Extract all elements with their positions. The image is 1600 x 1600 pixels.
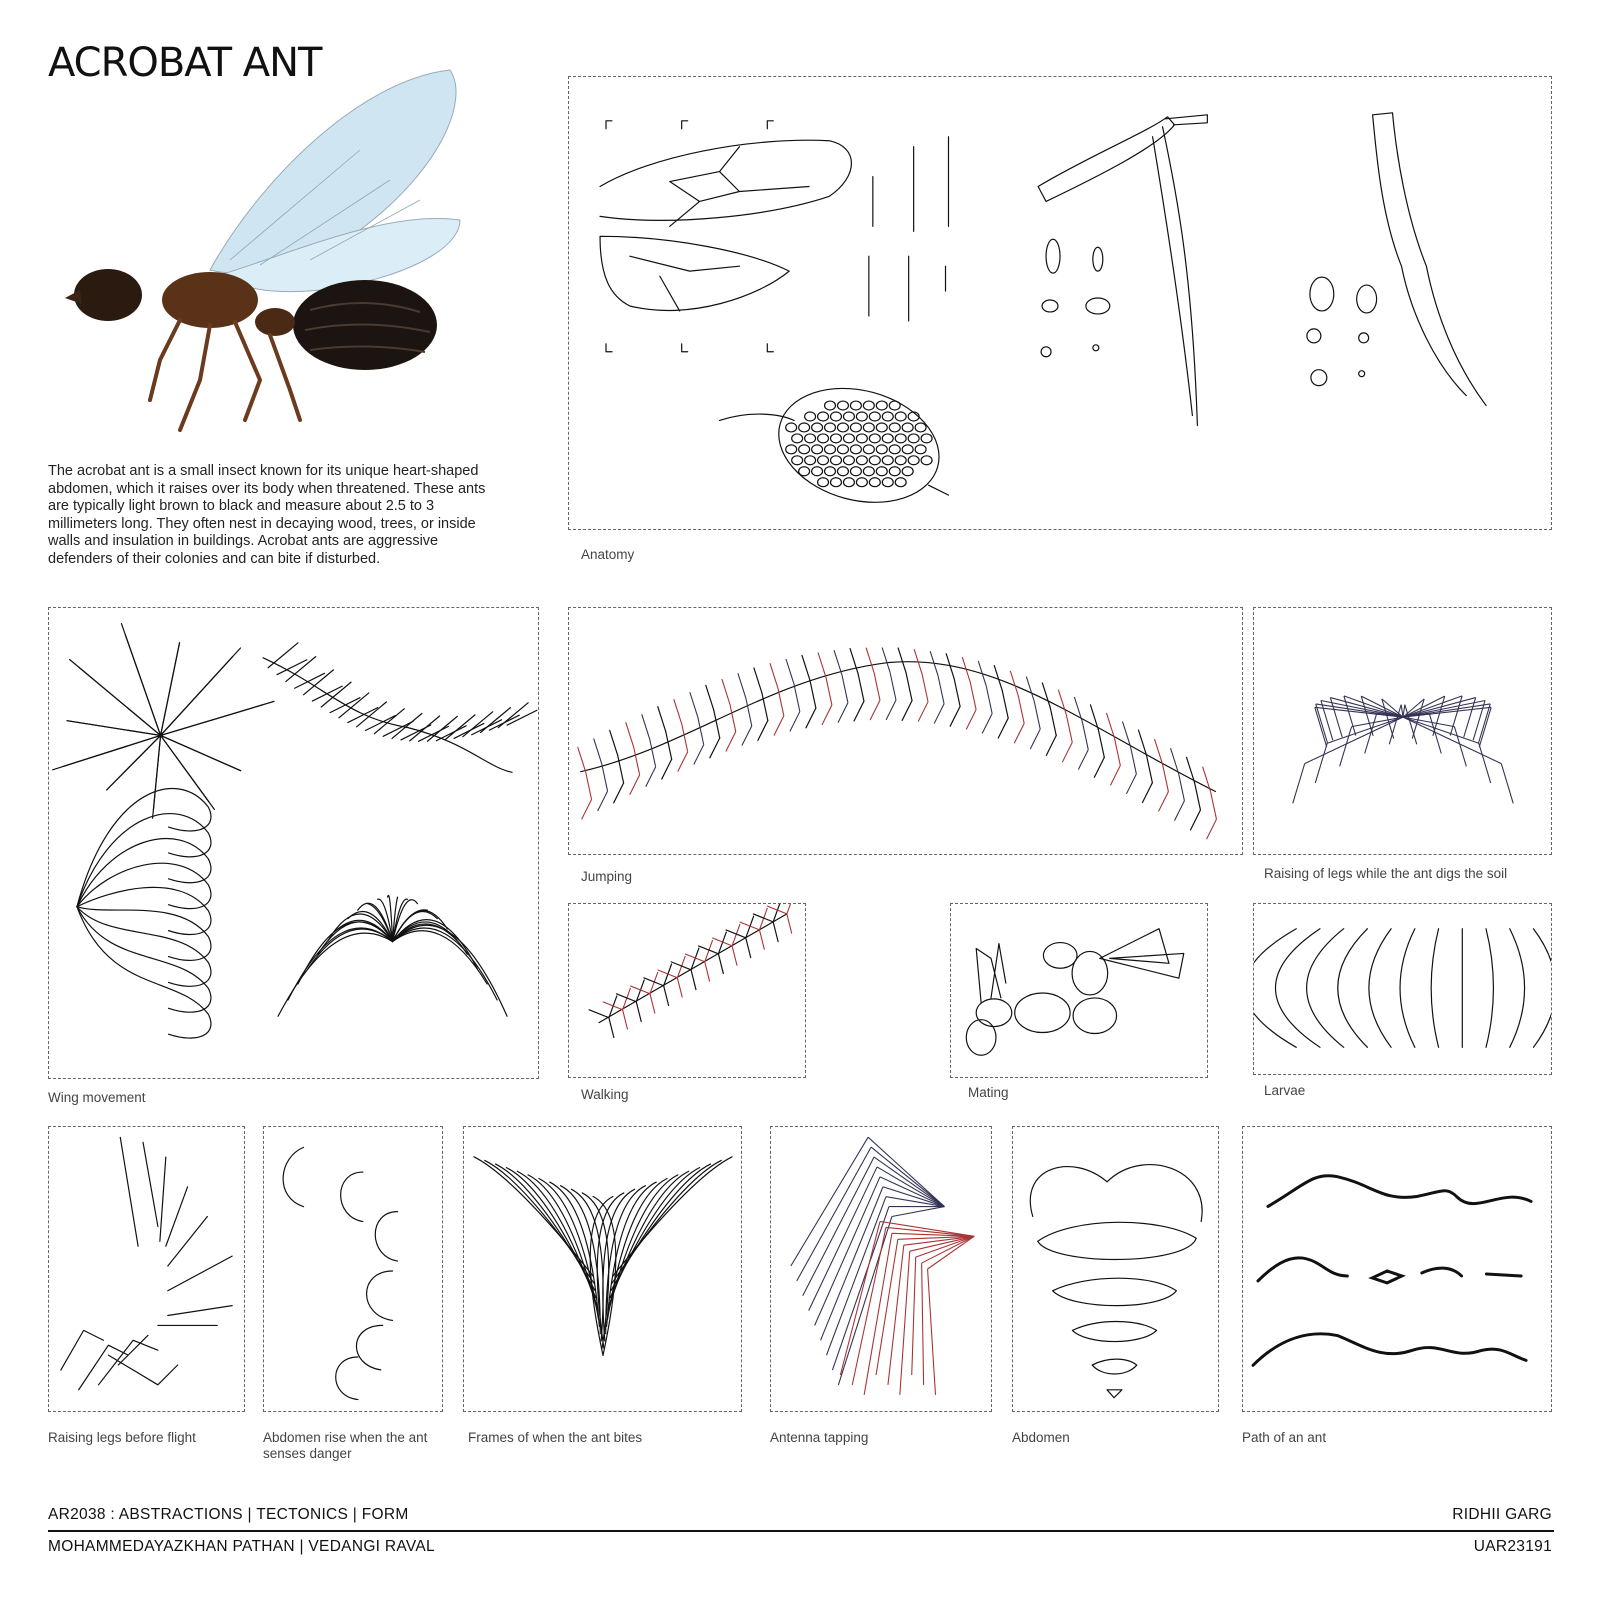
description-text: The acrobat ant is a small insect known for its unique heart-shaped abdomen, which it raises over its body when threatened. These ants are typically light brown to black and measure about 2.5 to 3 millimeters long. They often nest in decaying wood, trees, or inside walls and insulation in buildings. Acrobat ants are aggressive defenders of their colonies and can bite if disturbed. xyxy=(48,463,486,567)
caption-abdomen: Abdomen xyxy=(1012,1430,1070,1445)
author-id: UAR23191 xyxy=(1473,1538,1552,1555)
digging-panel xyxy=(1253,607,1552,855)
footer-divider xyxy=(48,1530,1554,1532)
acrobat-ant-photo xyxy=(60,60,480,450)
caption-digging: Raising of legs while the ant digs the soil xyxy=(1264,866,1508,881)
caption-abdomen-rise: Abdomen rise when the ant senses danger xyxy=(263,1430,428,1461)
caption-flight-legs: Raising legs before flight xyxy=(48,1430,196,1445)
anatomy-panel xyxy=(568,76,1552,530)
caption-bite-frames: Frames of when the ant bites xyxy=(468,1430,643,1445)
page-title: ACROBAT ANT xyxy=(48,40,322,86)
antenna-tapping-panel xyxy=(770,1126,992,1412)
jumping-panel xyxy=(568,607,1243,855)
bite-frames-panel xyxy=(463,1126,742,1412)
caption-jumping: Jumping xyxy=(581,869,633,884)
caption-antenna-tapping: Antenna tapping xyxy=(770,1430,869,1445)
course-line: AR2038 : ABSTRACTIONS | TECTONICS | FORM xyxy=(48,1506,409,1523)
caption-mating: Mating xyxy=(968,1085,1009,1100)
author-name: RIDHII GARG xyxy=(1452,1506,1552,1523)
path-panel xyxy=(1242,1126,1552,1412)
caption-larvae: Larvae xyxy=(1264,1083,1306,1098)
anatomy-drawing xyxy=(569,77,1551,529)
wing-movement-panel xyxy=(48,607,539,1079)
caption-anatomy: Anatomy xyxy=(581,547,635,562)
walking-panel xyxy=(568,903,806,1078)
caption-wing-movement: Wing movement xyxy=(48,1090,146,1105)
students-line: MOHAMMEDAYAZKHAN PATHAN | VEDANGI RAVAL xyxy=(48,1538,435,1555)
mating-panel xyxy=(950,903,1208,1078)
abdomen-panel xyxy=(1012,1126,1219,1412)
caption-walking: Walking xyxy=(581,1087,629,1102)
abdomen-rise-panel xyxy=(263,1126,443,1412)
caption-path: Path of an ant xyxy=(1242,1430,1327,1445)
flight-legs-panel xyxy=(48,1126,245,1412)
larvae-panel xyxy=(1253,903,1552,1075)
